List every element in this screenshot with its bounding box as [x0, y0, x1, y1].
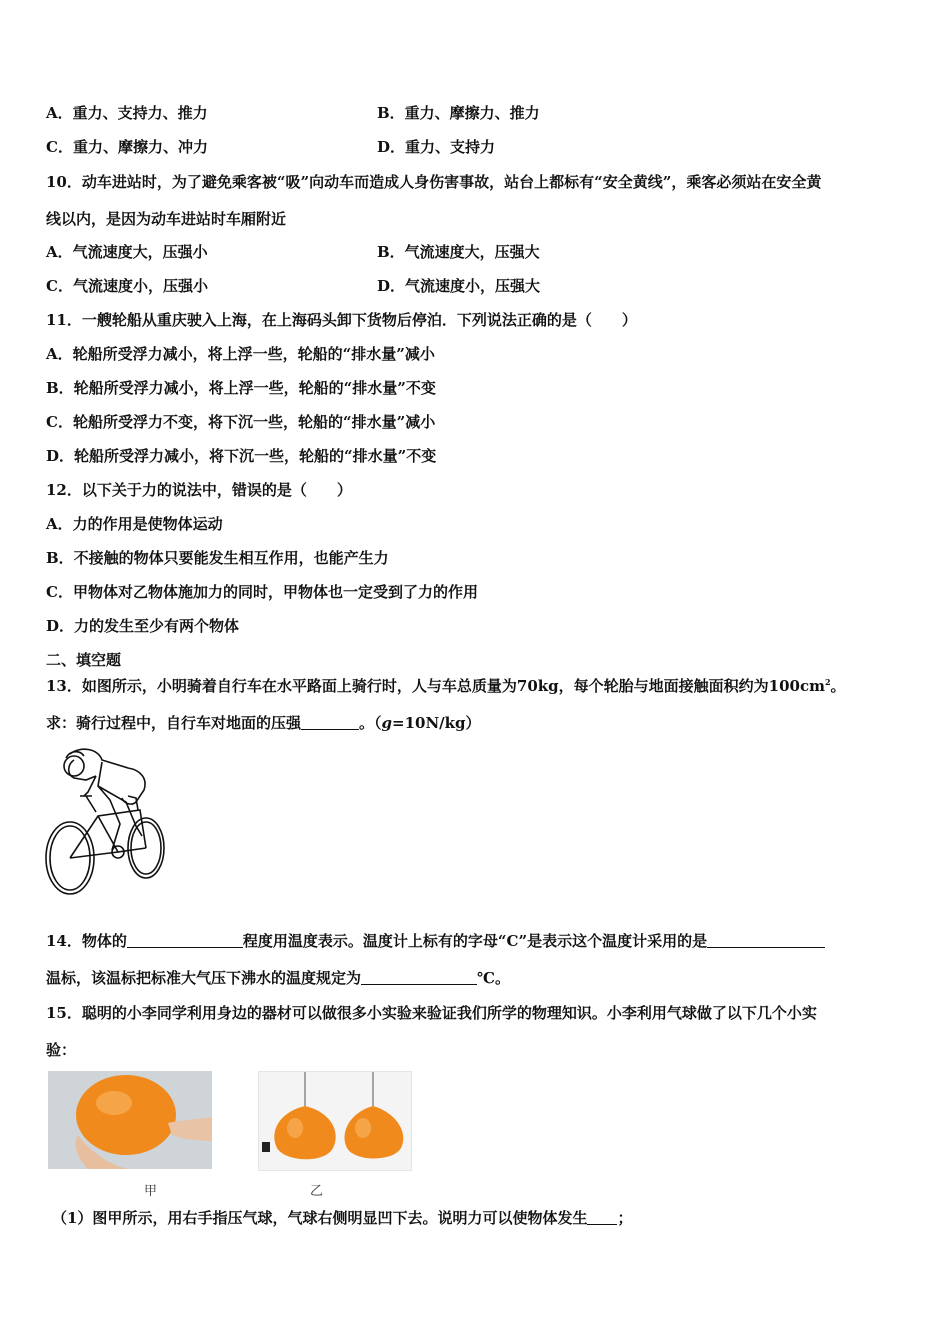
q14-line2	[46, 967, 510, 988]
q12-option-c[interactable]: C．甲物体对乙物体施加力的同时，甲物体也一定受到了力的作用	[46, 583, 478, 601]
q13-text-c: =10N/kg）	[392, 714, 481, 732]
q12-option-b[interactable]: B．不接触的物体只要能发生相互作用，也能产生力	[46, 549, 389, 567]
q12-option-d[interactable]: D．力的发生至少有两个物体	[46, 617, 240, 635]
q13-stem-end: 。	[830, 677, 846, 695]
q10-stem-line2: 线以内，是因为动车进站时车厢附近	[46, 210, 287, 228]
photo-jia-drawing	[48, 1071, 212, 1169]
caption-yi: 乙	[310, 1184, 324, 1199]
q13-g-symbol: g	[381, 714, 393, 732]
q10-option-a[interactable]: A．气流速度大，压强小	[46, 243, 208, 261]
q11-option-d[interactable]: D．轮船所受浮力减小，将下沉一些，轮船的“排水量”不变	[46, 447, 437, 465]
q13-stem-text: 13．如图所示，小明骑着自行车在水平路面上骑行时，人与车总质量为70kg，每个轮胎与地面接触面积约为100cm	[46, 677, 825, 695]
photo-jia-balloon-press	[48, 1071, 212, 1169]
q10-option-b[interactable]: B．气流速度大，压强大	[377, 243, 540, 261]
q15-stem-line1: 15．聪明的小李同学利用身边的器材可以做很多小实验来验证我们所学的物理知识。小李利用气球做了以下几个小实	[46, 1004, 817, 1022]
q14-blank-3[interactable]	[361, 970, 477, 985]
q11-option-a[interactable]: A．轮船所受浮力减小，将上浮一些，轮船的“排水量”减小	[46, 345, 435, 363]
q9-option-c[interactable]: C．重力、摩擦力、冲力	[46, 138, 208, 156]
q9-option-d[interactable]: D．重力、支持力	[377, 138, 496, 156]
photo-yi-drawing	[259, 1072, 411, 1170]
q14-text-2: 程度用温度表示。温度计上标有的字母“C”是表示这个温度计采用的是	[242, 932, 708, 950]
q14-line1	[46, 930, 825, 951]
q15-sub1-blank[interactable]	[587, 1210, 617, 1225]
q13-answer-blank[interactable]	[301, 715, 359, 730]
q12-stem: 12．以下关于力的说法中，错误的是（ ）	[46, 481, 352, 499]
q15-sub1-text: （1）图甲所示，用右手指压气球，气球右侧明显凹下去。说明力可以使物体发生	[52, 1209, 588, 1227]
q14-blank-2[interactable]	[707, 933, 825, 948]
q11-option-b[interactable]: B．轮船所受浮力减小，将上浮一些，轮船的“排水量”不变	[46, 379, 436, 397]
photo-yi-balloons-hanging	[258, 1071, 412, 1171]
caption-jia: 甲	[144, 1184, 158, 1199]
q11-option-c[interactable]: C．轮船所受浮力不变，将下沉一些，轮船的“排水量”减小	[46, 413, 436, 431]
q9-option-b[interactable]: B．重力、摩擦力、推力	[377, 104, 540, 122]
q14-text-1: 14．物体的	[46, 932, 127, 950]
q15-sub1	[52, 1207, 632, 1228]
q13-stem-line1	[46, 675, 846, 696]
q13-stem-line2	[46, 712, 481, 733]
q15-sub1-end: ；	[617, 1209, 633, 1227]
q13-text-b: 。（	[359, 714, 382, 732]
q10-option-d[interactable]: D．气流速度小，压强大	[377, 277, 541, 295]
q15-stem-line2: 验：	[46, 1041, 77, 1059]
cyclist-drawing	[40, 740, 172, 900]
q12-option-a[interactable]: A．力的作用是使物体运动	[46, 515, 223, 533]
section-heading-fill-in: 二、填空题	[46, 651, 122, 669]
q9-option-a[interactable]: A．重力、支持力、推力	[46, 104, 208, 122]
q14-text-4: ℃。	[477, 969, 510, 987]
q13-question-text: 求：骑行过程中，自行车对地面的压强	[46, 714, 302, 732]
q14-text-3: 温标，该温标把标准大气压下沸水的温度规定为	[46, 969, 362, 987]
cyclist-illustration	[40, 740, 172, 900]
q10-option-c[interactable]: C．气流速度小，压强小	[46, 277, 208, 295]
q14-blank-1[interactable]	[127, 933, 243, 948]
q13-superscript: 2	[824, 677, 831, 687]
q10-stem-line1: 10．动车进站时，为了避免乘客被“吸”向动车而造成人身伤害事故，站台上都标有“安全黄线”，乘客必须站在安全黄	[46, 173, 822, 191]
q11-stem: 11．一艘轮船从重庆驶入上海，在上海码头卸下货物后停泊．下列说法正确的是（ ）	[46, 311, 637, 329]
